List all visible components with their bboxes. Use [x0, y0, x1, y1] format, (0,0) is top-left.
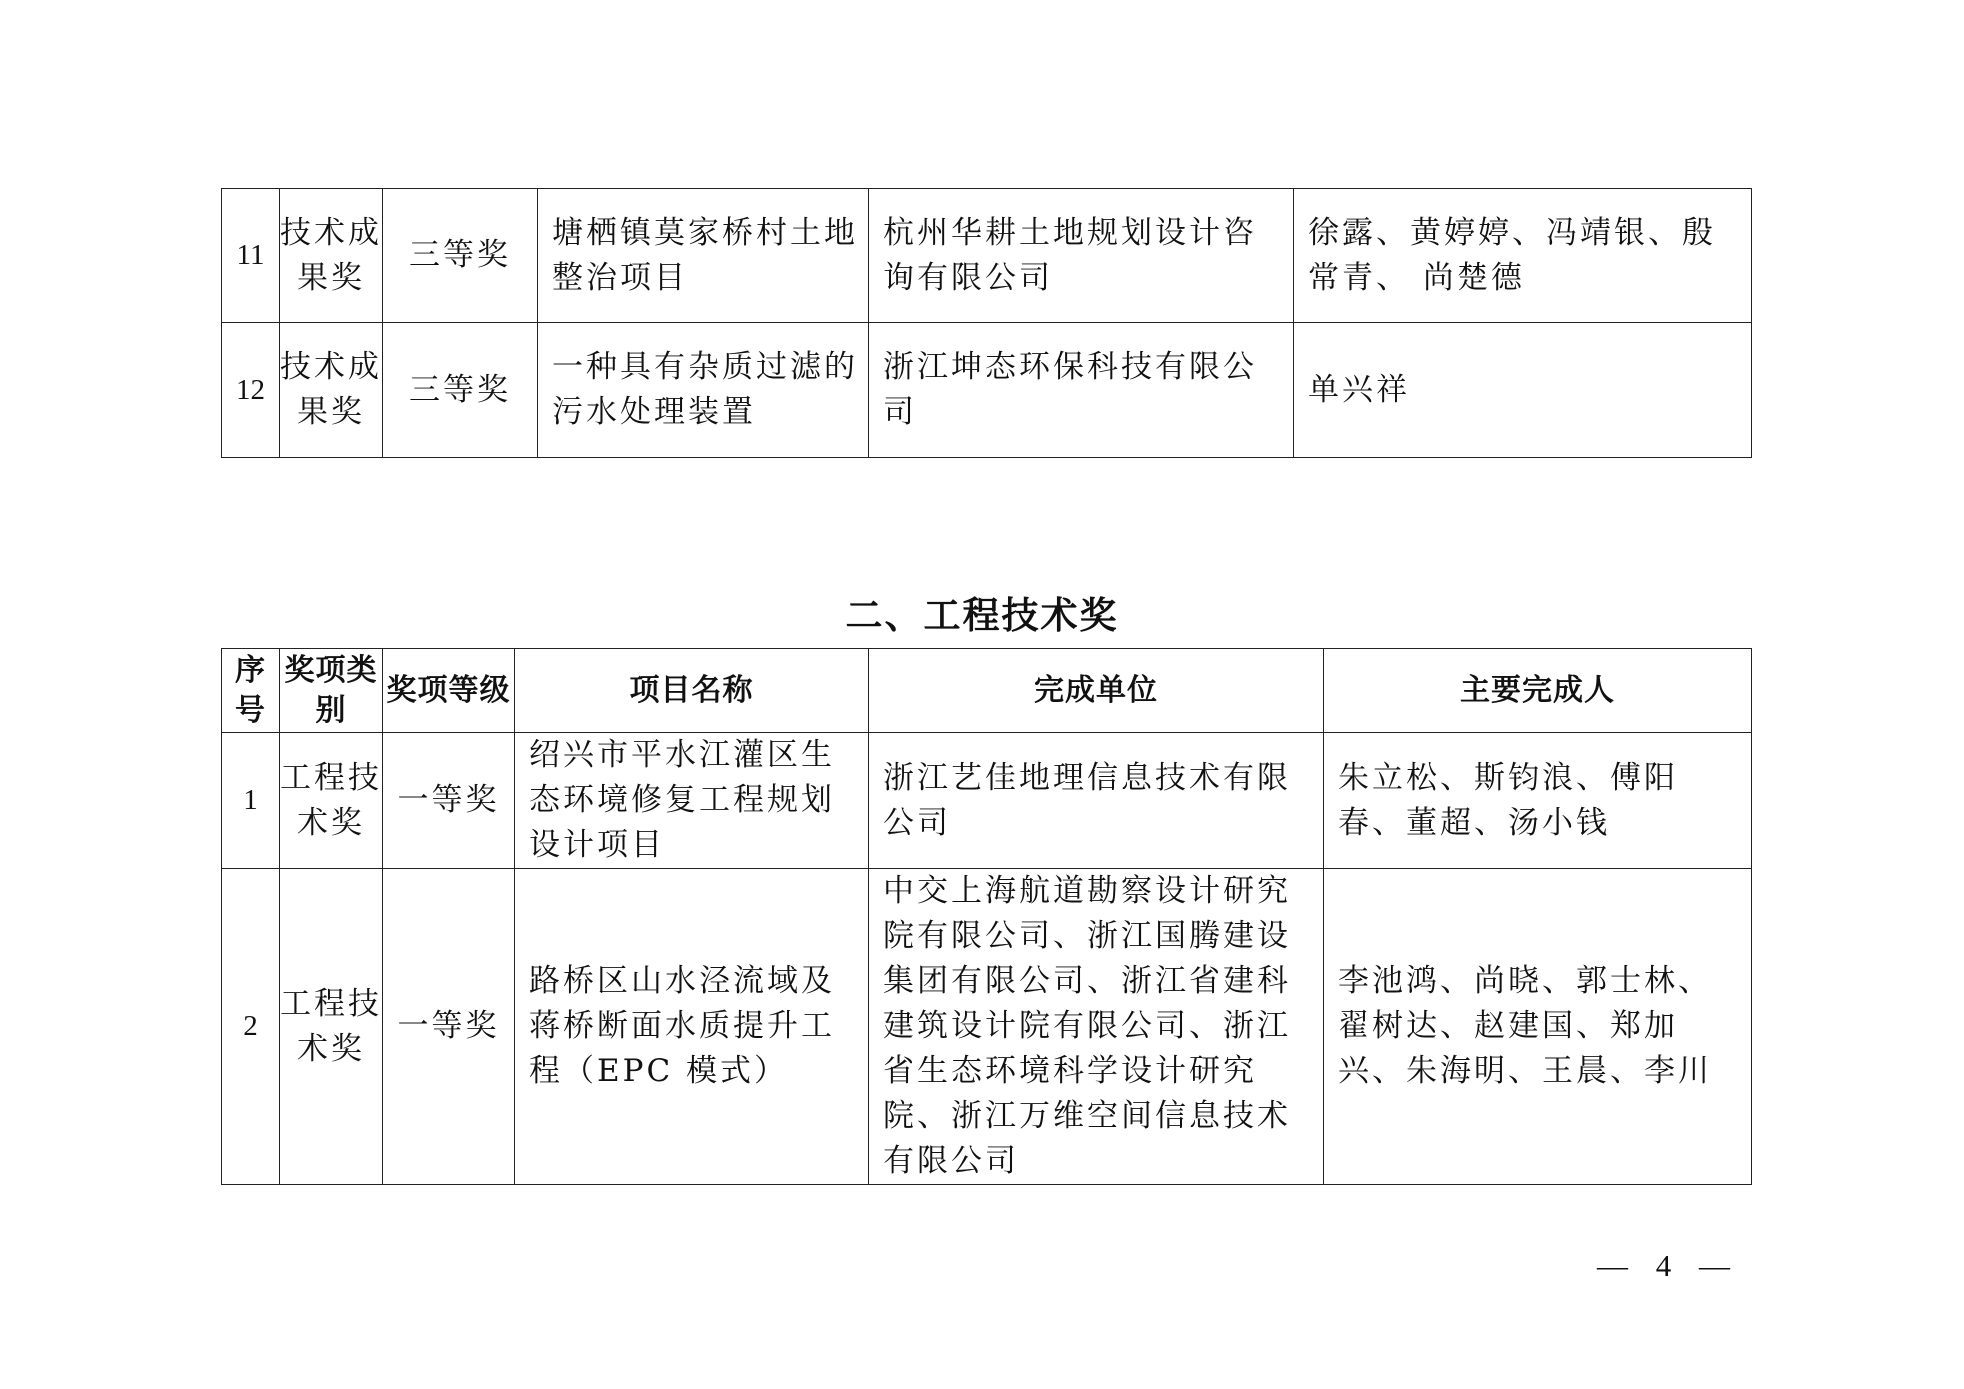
- page-number: — 4 —: [1597, 1248, 1740, 1283]
- row-number: 11: [222, 189, 280, 323]
- table-row: [222, 323, 1752, 458]
- main-contributors: 李池鸿、尚晓、郭士林、翟树达、赵建国、郑加兴、朱海明、王晨、李川: [1324, 869, 1752, 1185]
- row-number: 1: [222, 733, 280, 869]
- header-level: 奖项等级: [383, 649, 515, 733]
- section-title: 二、工程技术奖: [845, 594, 1119, 637]
- table-row: [222, 189, 1752, 323]
- award-level: 三等奖: [383, 189, 538, 323]
- completing-unit: 中交上海航道勘察设计研究院有限公司、浙江国腾建设集团有限公司、浙江省建科建筑设计院有限公司、浙江省生态环境科学设计研究院、浙江万维空间信息技术有限公司: [869, 869, 1324, 1185]
- main-contributors: 单兴祥: [1294, 323, 1752, 458]
- table-row: [222, 733, 1752, 869]
- award-category: 工程技术奖: [280, 733, 383, 869]
- awards-table-technical-results: [221, 188, 1752, 458]
- main-contributors: 朱立松、斯钧浪、傅阳春、董超、汤小钱: [1324, 733, 1752, 869]
- completing-unit: 浙江坤态环保科技有限公司: [869, 323, 1294, 458]
- table-header-row: [222, 649, 1752, 733]
- project-name: 路桥区山水泾流域及蒋桥断面水质提升工程（EPC 模式）: [515, 869, 869, 1185]
- completing-unit: 浙江艺佳地理信息技术有限公司: [869, 733, 1324, 869]
- row-number: 2: [222, 869, 280, 1185]
- header-people: 主要完成人: [1324, 649, 1752, 733]
- header-project: 项目名称: [515, 649, 869, 733]
- header-no: 序号: [222, 649, 280, 733]
- awards-table-engineering: [221, 648, 1752, 1185]
- header-category: 奖项类别: [280, 649, 383, 733]
- project-name: 塘栖镇莫家桥村土地整治项目: [538, 189, 869, 323]
- project-name: 一种具有杂质过滤的污水处理装置: [538, 323, 869, 458]
- award-level: 一等奖: [383, 869, 515, 1185]
- header-unit: 完成单位: [869, 649, 1324, 733]
- main-contributors: 徐露、黄婷婷、冯靖银、殷常青、 尚楚德: [1294, 189, 1752, 323]
- award-level: 一等奖: [383, 733, 515, 869]
- award-category: 技术成果奖: [280, 189, 383, 323]
- project-name: 绍兴市平水江灌区生态环境修复工程规划设计项目: [515, 733, 869, 869]
- award-level: 三等奖: [383, 323, 538, 458]
- row-number: 12: [222, 323, 280, 458]
- award-category: 工程技术奖: [280, 869, 383, 1185]
- table-row: [222, 869, 1752, 1185]
- award-category: 技术成果奖: [280, 323, 383, 458]
- completing-unit: 杭州华耕土地规划设计咨询有限公司: [869, 189, 1294, 323]
